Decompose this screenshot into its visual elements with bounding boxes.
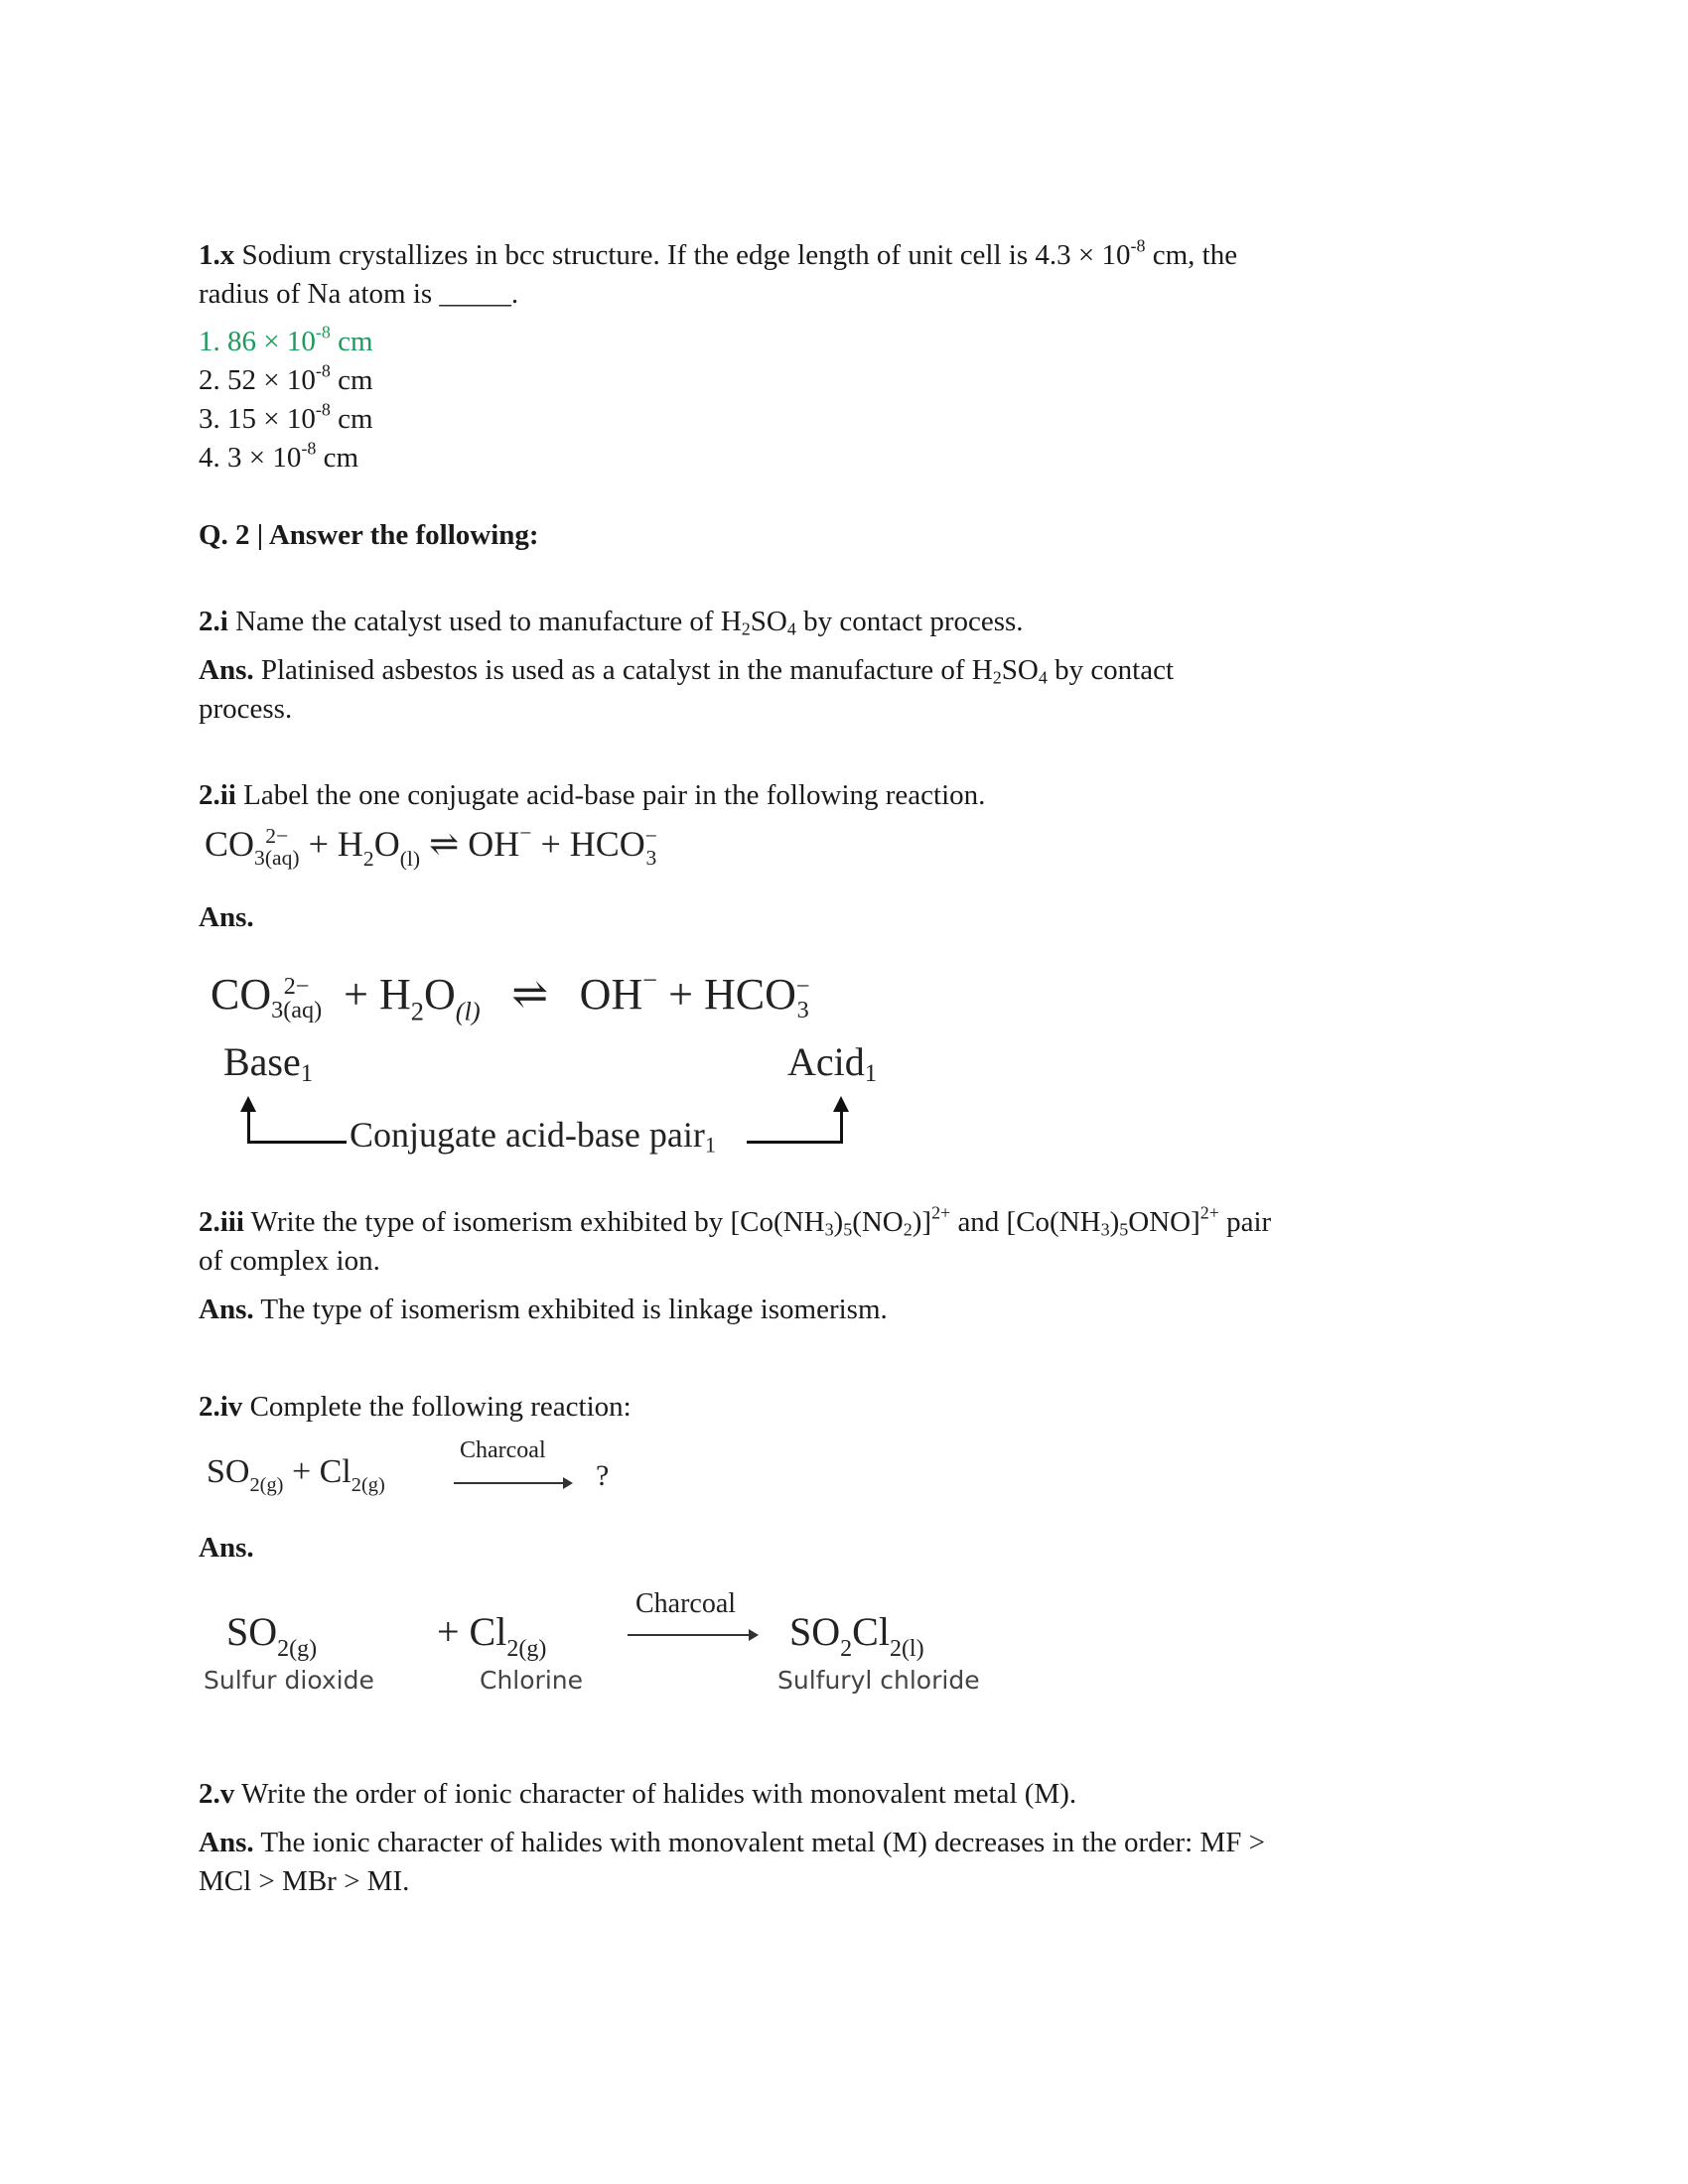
answer-equation-2ii: CO 2− 3(aq) + $H_2O_{(l)}$ ⇌ OH− + HCO − 3: [211, 965, 810, 1026]
question-1x-line2: radius of Na atom is _____.: [199, 278, 519, 310]
answer-2v-line2: MCl > MBr > MI.: [199, 1865, 410, 1897]
question-1x: 1.x Sodium crystallizes in bcc structure. If the edge length of unit cell is $4.3 \times 10^{-8}$ cm, the: [199, 235, 1238, 271]
question-2i: 2.i Name the catalyst used to manufacture of $H_2SO_4$ by contact process.: [199, 606, 1024, 639]
section-heading-q2: Q. 2 | Answer the following:: [199, 519, 539, 551]
question-2v: 2.v Write the order of ionic character of halides with monovalent metal (M).: [199, 1778, 1077, 1810]
question-2ii: 2.ii Label the one conjugate acid-base pair in the following reaction.: [199, 779, 986, 811]
answer-2i-line2: process.: [199, 693, 293, 725]
option-2: 2. $52 \times 10^{-8}$ cm: [199, 360, 373, 396]
arrow-up-icon: [833, 1096, 849, 1112]
reactant-so2: $SO_{2(g)}$: [226, 1609, 318, 1662]
answer-2v: Ans. The ionic character of halides with monovalent metal (M) decreases in the order: MF >: [199, 1827, 1266, 1858]
question-number: 1.x: [199, 239, 235, 271]
conjugate-pair-label: Conjugate acid-base pair$_1$: [350, 1115, 717, 1158]
reaction-arrow-icon: [454, 1482, 571, 1484]
equilibrium-arrow-icon: ⇌: [420, 824, 469, 865]
reactant-so2-name: Sulfur dioxide: [204, 1666, 374, 1695]
answer-2iii: Ans. The type of isomerism exhibited is linkage isomerism.: [199, 1294, 888, 1325]
equation-2iv: $SO_{2(g)} + Cl_{2(g)}$: [207, 1453, 385, 1497]
connector-line: [247, 1110, 250, 1144]
option-1-correct: 1. $86 \times 10^{-8}$ cm: [199, 322, 373, 357]
option-3: 3. $15 \times 10^{-8}$ cm: [199, 399, 373, 435]
reactant-cl2: + $Cl_{2(g)}$: [437, 1609, 547, 1662]
reaction-arrow-icon: [628, 1634, 757, 1636]
acid-label: Acid$_1$: [787, 1039, 878, 1088]
base-label: Base$_1$: [223, 1039, 314, 1088]
connector-line: [840, 1110, 843, 1144]
equation-2ii: CO 2− 3(aq) + $H_2O_{(l)}$ ⇌ OH− + HCO − 3: [205, 821, 657, 871]
unknown-product: ?: [596, 1459, 610, 1492]
question-2iii-line2: of complex ion.: [199, 1245, 380, 1277]
reactant-cl2-name: Chlorine: [480, 1666, 583, 1695]
answer-2i: Ans. Platinised asbestos is used as a catalyst in the manufacture of $H_2SO_4$ by contact: [199, 654, 1175, 688]
product-name: Sulfuryl chloride: [777, 1666, 980, 1695]
connector-line: [247, 1141, 347, 1144]
question-2iii: 2.iii Write the type of isomerism exhibited by $[Co(NH_3)_5(NO_2)]^{2+}$ and $[Co(NH_3)_5ONO]^{2+}$ pair: [199, 1202, 1272, 1240]
answer-label-2ii: Ans.: [199, 901, 254, 933]
equilibrium-arrow-icon: ⇌: [511, 969, 549, 1019]
option-4: 4. $3 \times 10^{-8}$ cm: [199, 438, 359, 474]
connector-line: [747, 1141, 843, 1144]
answer-label-2iv: Ans.: [199, 1532, 254, 1564]
question-2iv: 2.iv Complete the following reaction:: [199, 1391, 632, 1423]
product-so2cl2: $SO_2Cl_{2(l)}$: [789, 1609, 924, 1662]
catalyst-label: Charcoal: [460, 1437, 546, 1463]
catalyst-label: Charcoal: [635, 1588, 737, 1619]
